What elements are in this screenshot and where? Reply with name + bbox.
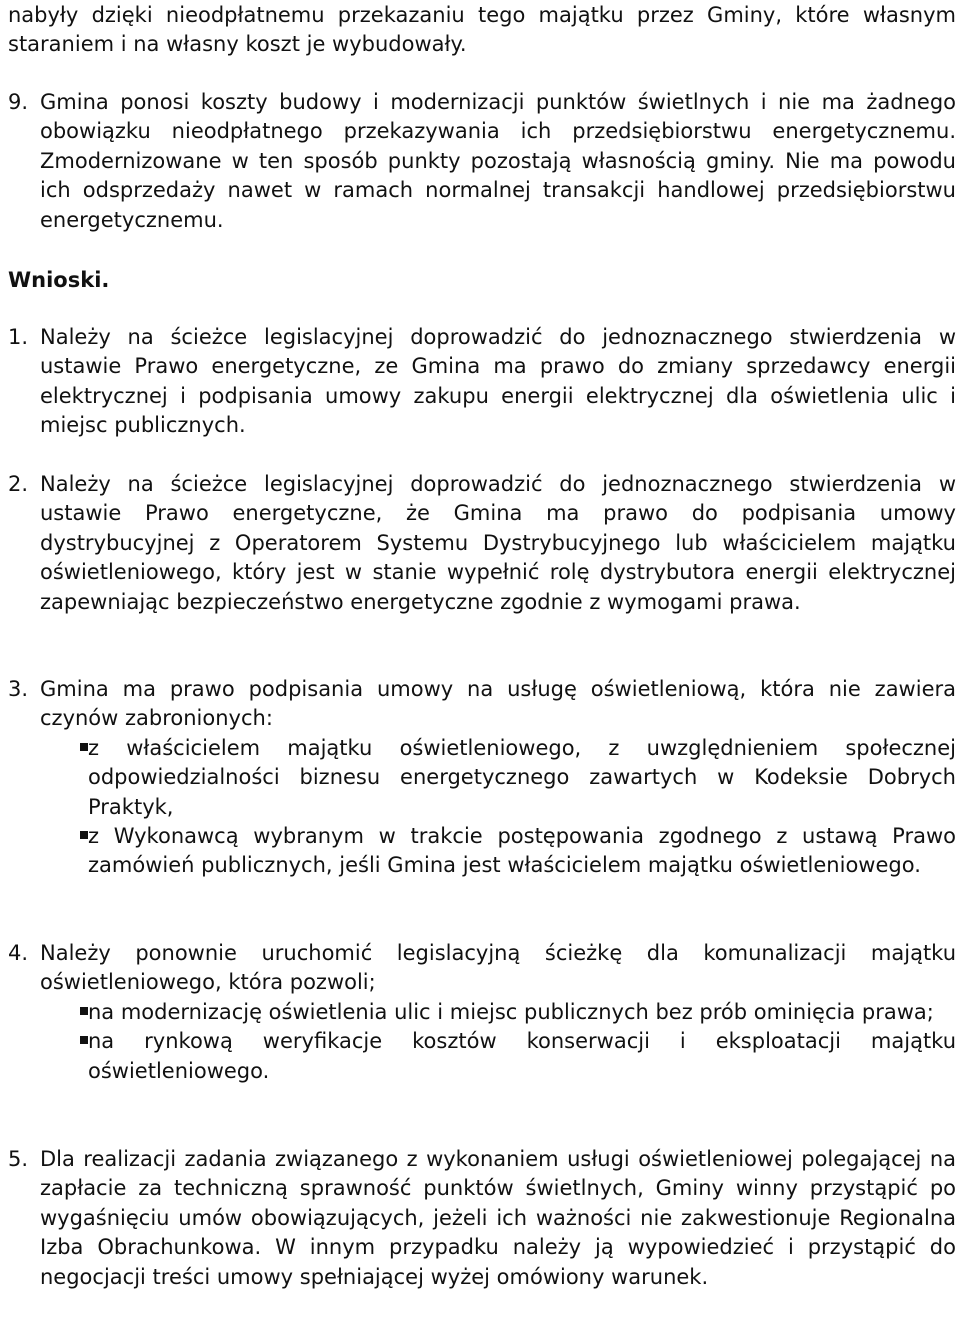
square-bullet-icon	[8, 822, 88, 881]
bullet-text: z Wykonawcą wybranym w trakcie postępowania zgodnego z ustawą Prawo zamówień publicznych, jeśli Gmina jest właścicielem majątku oświetleniowego.	[88, 824, 956, 878]
point-9	[8, 88, 956, 235]
intro-text: nabyły dzięki nieodpłatnemu przekazaniu tego majątku przez Gminy, które własnym staraniem i na własny koszt je wybudowały.	[8, 3, 956, 57]
conclusion-3-text: Gmina ma prawo podpisania umowy na usługę oświetleniową, która nie zawiera czynów zabronionych:	[40, 677, 956, 731]
conclusion-5	[8, 1145, 956, 1292]
conclusion-1	[8, 323, 956, 441]
conclusion-4-bullet-list	[8, 998, 956, 1086]
list-item	[8, 998, 956, 1027]
square-bullet-icon	[8, 998, 88, 1027]
conclusion-3-number: 3.	[8, 677, 29, 701]
conclusion-4	[8, 939, 956, 1086]
conclusion-4-number: 4.	[8, 941, 29, 965]
conclusion-2-number: 2.	[8, 472, 29, 496]
conclusion-5-text: Dla realizacji zadania związanego z wykonaniem usługi oświetleniowej polegającej na zapłacie za techniczną sprawność punktów świetlnych, Gminy winny przystąpić po wygaśnięciu umów obowiązujących, jeżeli ich ważności nie zakwestionuje Regionalna Izba Obrachunkowa. W innym przypadku należy ją wypowiedzieć i przystąpić do negocjacji treści umowy spełniającej wyżej omówiony warunek.	[40, 1147, 956, 1289]
conclusion-1-text: Należy na ścieżce legislacyjnej doprowadzić do jednoznacznego stwierdzenia w ustawie Prawo energetyczne, ze Gmina ma prawo do zmiany sprzedawcy energii elektrycznej i podpisania umowy zakupu energii elektrycznej dla oświetlenia ulic i miejsc publicznych.	[40, 325, 956, 438]
conclusions-heading: Wnioski.	[8, 268, 110, 292]
conclusion-3	[8, 675, 956, 881]
bullet-text: na modernizację oświetlenia ulic i miejsc publicznych bez prób ominięcia prawa;	[88, 999, 934, 1024]
conclusion-4-text: Należy ponownie uruchomić legislacyjną ścieżkę dla komunalizacji majątku oświetleniowego, która pozwoli;	[40, 941, 956, 995]
list-item	[8, 1027, 956, 1086]
intro-paragraph	[8, 1, 956, 60]
conclusion-1-number: 1.	[8, 325, 29, 349]
conclusion-2	[8, 470, 956, 617]
conclusions-heading-block	[8, 266, 956, 295]
conclusion-3-bullet-list	[8, 734, 956, 881]
square-bullet-icon	[8, 1027, 88, 1086]
conclusion-5-number: 5.	[8, 1147, 29, 1171]
bullet-text: na rynkową weryfikacje kosztów konserwacji i eksploatacji majątku oświetleniowego.	[88, 1029, 956, 1083]
bullet-text: z właścicielem majątku oświetleniowego, z uwzględnieniem społecznej odpowiedzialności biznesu energetycznego zawartych w Kodeksie Dobrych Praktyk,	[88, 735, 956, 819]
square-bullet-icon	[8, 734, 88, 822]
point-9-number: 9.	[8, 90, 29, 114]
point-9-text: Gmina ponosi koszty budowy i modernizacji punktów świetlnych i nie ma żadnego obowiązku nieodpłatnego przekazywania ich przedsiębiorstwu energetycznemu. Zmodernizowane w ten sposób punkty pozostają własnością gminy. Nie ma powodu ich odsprzedaży nawet w ramach normalnej transakcji handlowej przedsiębiorstwu energetycznemu.	[40, 90, 956, 232]
conclusion-2-text: Należy na ścieżce legislacyjnej doprowadzić do jednoznacznego stwierdzenia w ustawie Prawo energetyczne, że Gmina ma prawo do podpisania umowy dystrybucyjnej z Operatorem Systemu Dystrybucyjnego lub właścicielem majątku oświetleniowego, który jest w stanie wypełnić rolę dystrybutora energii elektrycznej zapewniając bezpieczeństwo energetyczne zgodnie z wymogami prawa.	[40, 472, 956, 614]
list-item	[8, 734, 956, 822]
list-item	[8, 822, 956, 881]
